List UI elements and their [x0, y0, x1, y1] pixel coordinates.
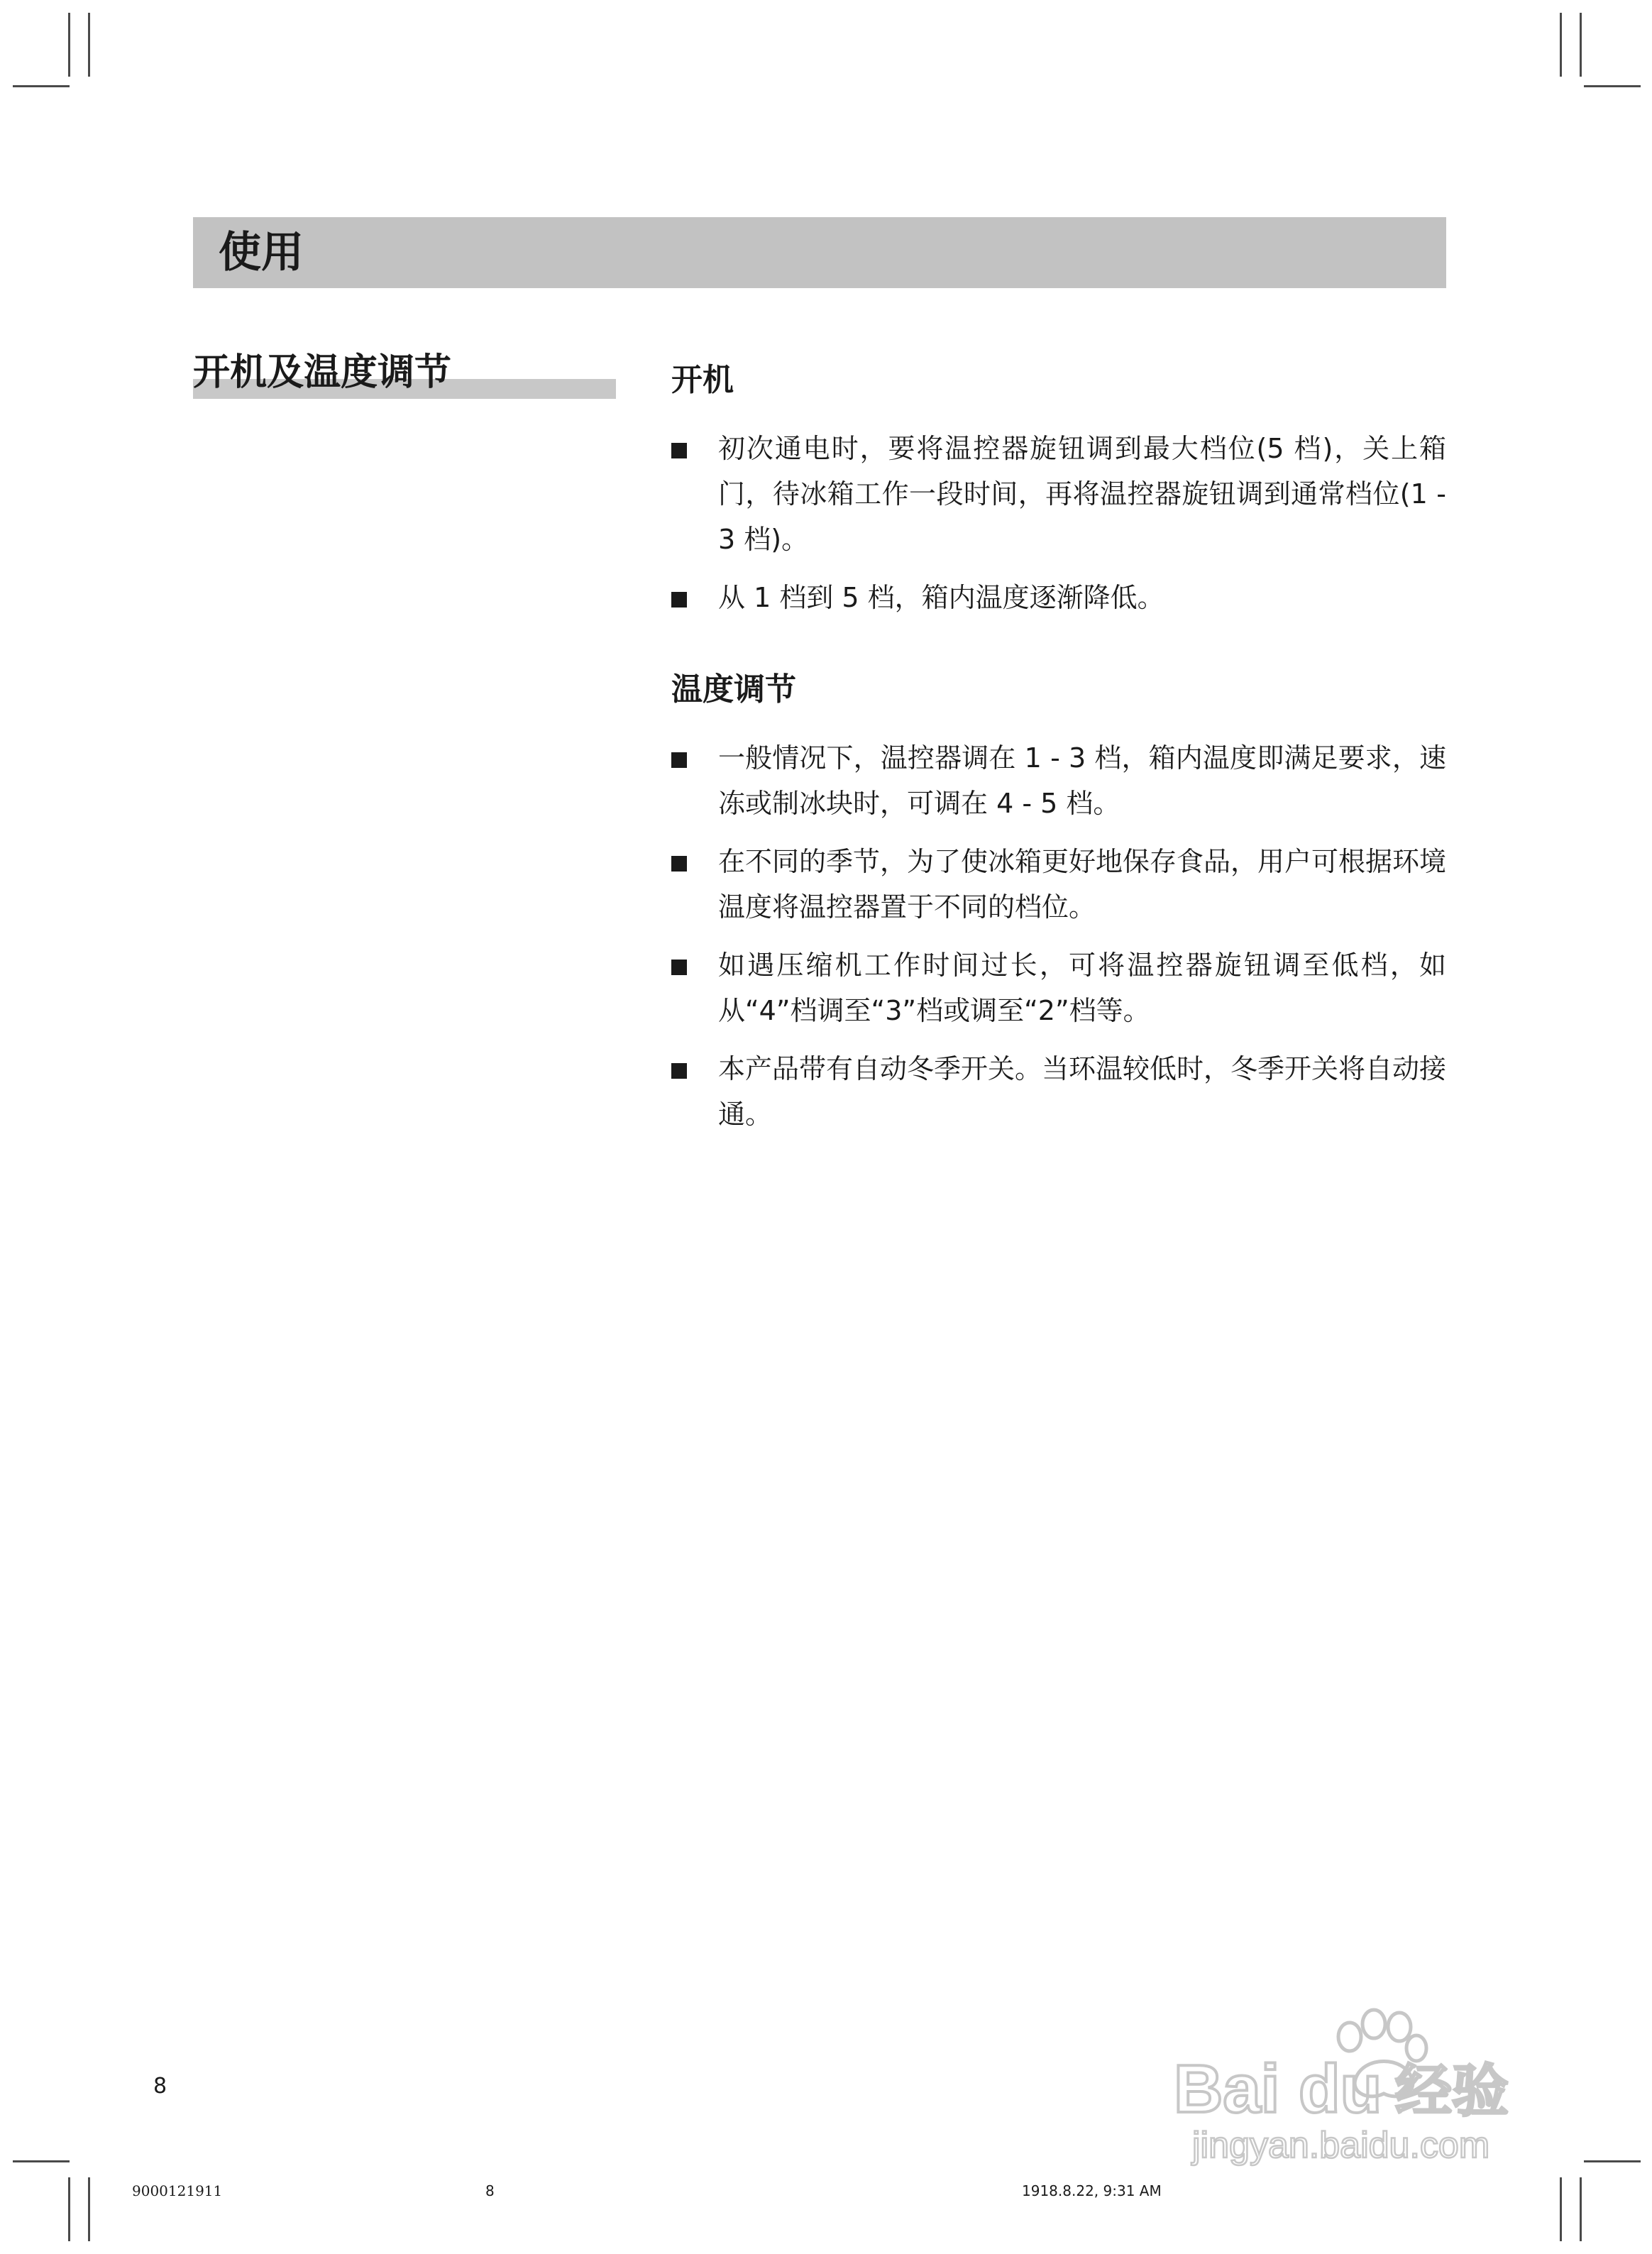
crop-mark [1584, 2160, 1641, 2162]
svg-text:du: du [1299, 2051, 1382, 2127]
list-item-text: 如遇压缩机工作时间过长，可将温控器旋钮调至低档，如从“4”档调至“3”档或调至“2”档等。 [718, 950, 1446, 1026]
section-title: 使用 [219, 228, 304, 277]
list-item [671, 942, 1446, 1033]
crop-mark [1580, 2177, 1582, 2241]
square-bullet-icon [671, 856, 687, 872]
list-item-text: 从 1 档到 5 档，箱内温度逐渐降低。 [718, 582, 1164, 613]
crop-mark [1580, 13, 1582, 77]
square-bullet-icon [671, 960, 687, 975]
footer-document-code: 9000121911 [132, 2182, 223, 2199]
page-number: 8 [153, 2074, 167, 2099]
baidu-jingyan-watermark [1164, 1987, 1561, 2172]
footer-print-date: 1918.8.22, 9:31 AM [1022, 2182, 1162, 2199]
watermark-brand: Bai [1174, 2051, 1280, 2127]
svg-text:经验: 经验 [1395, 2058, 1509, 2124]
square-bullet-icon [671, 443, 687, 458]
list-item [671, 1046, 1446, 1137]
crop-mark [88, 13, 90, 77]
crop-mark [88, 2177, 90, 2241]
bullet-list-temperature [671, 735, 1446, 1137]
crop-mark [1584, 85, 1641, 87]
square-bullet-icon [671, 1063, 687, 1079]
list-item-text: 初次通电时，要将温控器旋钮调到最大档位(5 档)，关上箱门，待冰箱工作一段时间，再将温控器旋钮调到通常档位(1 - 3 档)。 [718, 433, 1446, 555]
crop-mark [1560, 13, 1562, 77]
main-content [671, 352, 1446, 1150]
subsection-heading-power-on: 开机 [671, 362, 734, 398]
list-item-text: 在不同的季节，为了使冰箱更好地保存食品，用户可根据环境温度将温控器置于不同的档位。 [718, 846, 1447, 923]
side-heading: 开机及温度调节 [193, 351, 452, 394]
section-header-bar [193, 217, 1446, 288]
square-bullet-icon [671, 592, 687, 608]
crop-mark [68, 13, 70, 77]
list-item-text: 一般情况下，温控器调在 1 - 3 档，箱内温度即满足要求，速冻或制冰块时，可调在 4 - 5 档。 [718, 742, 1446, 819]
list-item [671, 735, 1446, 826]
square-bullet-icon [671, 752, 687, 768]
crop-mark [13, 2160, 70, 2162]
list-item [671, 426, 1446, 562]
bullet-list-power-on [671, 426, 1446, 620]
list-item [671, 575, 1446, 620]
crop-mark [68, 2177, 70, 2241]
footer-page-number: 8 [485, 2182, 495, 2199]
list-item-text: 本产品带有自动冬季开关。当环温较低时，冬季开关将自动接通。 [718, 1053, 1447, 1130]
crop-mark [1560, 2177, 1562, 2241]
subsection-heading-temperature: 温度调节 [671, 671, 796, 708]
list-item [671, 839, 1446, 930]
watermark-url: jingyan.baidu.com [1192, 2125, 1490, 2166]
side-heading-block [193, 348, 616, 402]
crop-mark [13, 85, 70, 87]
